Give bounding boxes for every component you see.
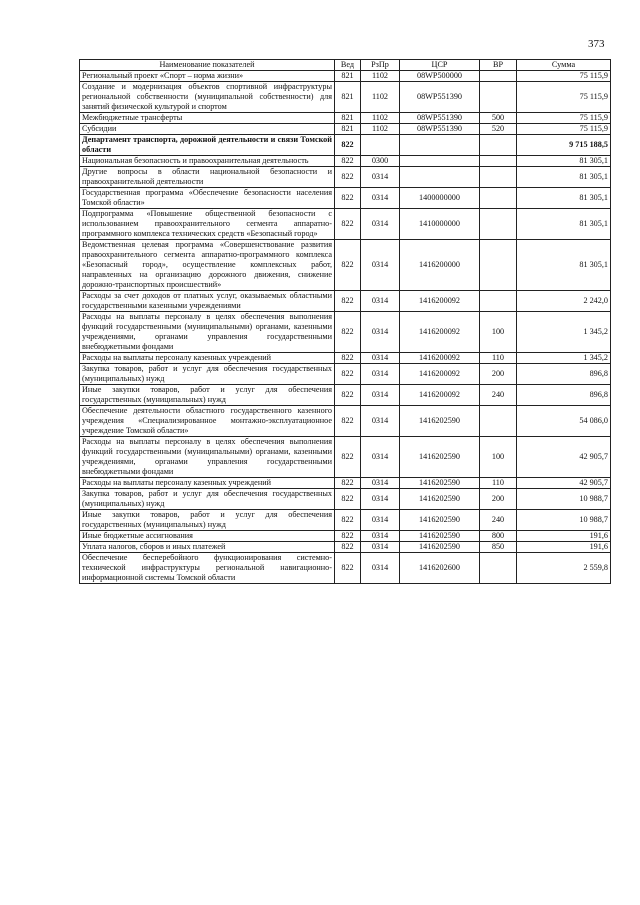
cell-rzpr: 0314 — [361, 489, 400, 510]
cell-ved: 822 — [335, 531, 361, 542]
cell-vr: 500 — [480, 113, 517, 124]
cell-vr — [480, 406, 517, 437]
cell-name: Расходы на выплаты персоналу казенных учреждений — [80, 478, 335, 489]
cell-csr — [400, 135, 480, 156]
cell-name: Расходы на выплаты персоналу казенных учреждений — [80, 353, 335, 364]
cell-rzpr: 0300 — [361, 156, 400, 167]
cell-sum: 10 988,7 — [517, 510, 611, 531]
cell-sum: 81 305,1 — [517, 167, 611, 188]
cell-ved: 822 — [335, 156, 361, 167]
cell-rzpr — [361, 135, 400, 156]
cell-ved: 822 — [335, 478, 361, 489]
table-row — [80, 124, 611, 135]
header-ved: Вед — [335, 60, 361, 71]
cell-name: Обеспечение деятельности областного государственного казенного учреждения «Специализированное монтажно-эксплуатационное учреждение Томской области» — [80, 406, 335, 437]
cell-rzpr: 0314 — [361, 510, 400, 531]
cell-vr: 200 — [480, 364, 517, 385]
cell-csr: 1416202590 — [400, 489, 480, 510]
header-name: Наименование показателей — [80, 60, 335, 71]
cell-name: Уплата налогов, сборов и иных платежей — [80, 542, 335, 553]
cell-csr: 08WP551390 — [400, 124, 480, 135]
cell-vr — [480, 209, 517, 240]
cell-ved: 822 — [335, 437, 361, 478]
cell-vr — [480, 291, 517, 312]
cell-csr — [400, 156, 480, 167]
cell-name: Обеспечение бесперебойного функционирования системно-технической инфраструктуры региональной навигационно-информационной системы Томской области — [80, 553, 335, 584]
table-row — [80, 510, 611, 531]
cell-ved: 822 — [335, 209, 361, 240]
cell-rzpr: 0314 — [361, 437, 400, 478]
cell-rzpr: 0314 — [361, 353, 400, 364]
cell-name: Ведомственная целевая программа «Совершенствование развития правоохранительного сегмента аппаратно-программного комплекса «Безопасный город», осуществление комплексных работ, направленных на организацию дорожного движения, снижение дорожно-транспортных происшествий» — [80, 240, 335, 291]
cell-ved: 821 — [335, 113, 361, 124]
table-row — [80, 385, 611, 406]
table-row — [80, 188, 611, 209]
cell-rzpr: 0314 — [361, 167, 400, 188]
cell-csr: 08WP551390 — [400, 82, 480, 113]
cell-vr: 100 — [480, 437, 517, 478]
cell-rzpr: 0314 — [361, 531, 400, 542]
cell-csr: 1416202590 — [400, 478, 480, 489]
table-row — [80, 167, 611, 188]
table-row — [80, 291, 611, 312]
cell-sum: 75 115,9 — [517, 124, 611, 135]
cell-vr: 850 — [480, 542, 517, 553]
cell-name: Иные закупки товаров, работ и услуг для обеспечения государственных (муниципальных) нужд — [80, 510, 335, 531]
cell-sum: 42 905,7 — [517, 478, 611, 489]
cell-name: Создание и модернизация объектов спортивной инфраструктуры региональной собственности (муниципальной собственности) для занятий физической культурой и спортом — [80, 82, 335, 113]
table-row — [80, 209, 611, 240]
cell-sum: 896,8 — [517, 364, 611, 385]
table-body — [80, 71, 611, 584]
table-row — [80, 156, 611, 167]
cell-ved: 822 — [335, 312, 361, 353]
budget-table — [79, 59, 611, 584]
table-row — [80, 478, 611, 489]
cell-csr: 1416200092 — [400, 291, 480, 312]
table-row — [80, 113, 611, 124]
header-vr: ВР — [480, 60, 517, 71]
cell-name: Расходы на выплаты персоналу в целях обеспечения выполнения функций государственными (муниципальными) органами, казенными учреждениями, органами управления государственными внебюджетными фондами — [80, 437, 335, 478]
cell-ved: 822 — [335, 188, 361, 209]
cell-rzpr: 0314 — [361, 406, 400, 437]
cell-sum: 75 115,9 — [517, 82, 611, 113]
cell-ved: 822 — [335, 510, 361, 531]
cell-ved: 822 — [335, 240, 361, 291]
cell-sum: 2 559,8 — [517, 553, 611, 584]
cell-sum: 1 345,2 — [517, 312, 611, 353]
table-row — [80, 135, 611, 156]
cell-csr: 1416200092 — [400, 312, 480, 353]
cell-vr — [480, 188, 517, 209]
cell-vr — [480, 71, 517, 82]
cell-name: Субсидии — [80, 124, 335, 135]
cell-rzpr: 0314 — [361, 385, 400, 406]
cell-vr — [480, 240, 517, 291]
cell-vr — [480, 553, 517, 584]
cell-name: Департамент транспорта, дорожной деятельности и связи Томской области — [80, 135, 335, 156]
cell-vr: 110 — [480, 353, 517, 364]
table-row — [80, 82, 611, 113]
cell-rzpr: 0314 — [361, 209, 400, 240]
cell-rzpr: 1102 — [361, 82, 400, 113]
cell-rzpr: 0314 — [361, 364, 400, 385]
cell-rzpr: 0314 — [361, 291, 400, 312]
cell-csr: 1400000000 — [400, 188, 480, 209]
cell-vr: 110 — [480, 478, 517, 489]
header-csr: ЦСР — [400, 60, 480, 71]
cell-csr — [400, 167, 480, 188]
cell-name: Иные закупки товаров, работ и услуг для обеспечения государственных (муниципальных) нужд — [80, 385, 335, 406]
cell-vr: 800 — [480, 531, 517, 542]
cell-name: Расходы на выплаты персоналу в целях обеспечения выполнения функций государственными (муниципальными) органами, казенными учреждениями, органами управления государственными внебюджетными фондами — [80, 312, 335, 353]
cell-csr: 1416202590 — [400, 406, 480, 437]
cell-vr: 200 — [480, 489, 517, 510]
cell-ved: 821 — [335, 71, 361, 82]
cell-sum: 1 345,2 — [517, 353, 611, 364]
cell-rzpr: 0314 — [361, 312, 400, 353]
cell-sum: 2 242,0 — [517, 291, 611, 312]
table-header-row — [80, 60, 611, 71]
cell-sum: 81 305,1 — [517, 156, 611, 167]
cell-csr: 08WP551390 — [400, 113, 480, 124]
table-row — [80, 353, 611, 364]
cell-vr: 240 — [480, 385, 517, 406]
cell-csr: 1416202590 — [400, 510, 480, 531]
cell-rzpr: 0314 — [361, 478, 400, 489]
cell-vr: 100 — [480, 312, 517, 353]
cell-name: Другие вопросы в области национальной безопасности и правоохранительной деятельности — [80, 167, 335, 188]
cell-rzpr: 1102 — [361, 124, 400, 135]
cell-sum: 10 988,7 — [517, 489, 611, 510]
cell-ved: 822 — [335, 542, 361, 553]
cell-name: Региональный проект «Спорт – норма жизни» — [80, 71, 335, 82]
cell-ved: 822 — [335, 406, 361, 437]
cell-rzpr: 0314 — [361, 553, 400, 584]
cell-csr: 1416200092 — [400, 353, 480, 364]
cell-rzpr: 0314 — [361, 188, 400, 209]
table-row — [80, 531, 611, 542]
cell-sum: 75 115,9 — [517, 113, 611, 124]
cell-name: Подпрограмма «Повышение общественной безопасности с использованием правоохранительного сегмента аппаратно-программного комплекса технических средств «Безопасный город» — [80, 209, 335, 240]
table-row — [80, 71, 611, 82]
cell-csr: 1416202590 — [400, 437, 480, 478]
cell-csr: 1416200092 — [400, 364, 480, 385]
cell-ved: 822 — [335, 135, 361, 156]
table-row — [80, 489, 611, 510]
cell-name: Иные бюджетные ассигнования — [80, 531, 335, 542]
table-row — [80, 406, 611, 437]
cell-ved: 822 — [335, 385, 361, 406]
cell-rzpr: 0314 — [361, 542, 400, 553]
cell-sum: 81 305,1 — [517, 188, 611, 209]
cell-sum: 896,8 — [517, 385, 611, 406]
cell-csr: 08WP500000 — [400, 71, 480, 82]
cell-rzpr: 0314 — [361, 240, 400, 291]
cell-name: Межбюджетные трансферты — [80, 113, 335, 124]
cell-vr — [480, 167, 517, 188]
cell-name: Государственная программа «Обеспечение безопасности населения Томской области» — [80, 188, 335, 209]
cell-vr — [480, 82, 517, 113]
table-row — [80, 364, 611, 385]
cell-sum: 81 305,1 — [517, 209, 611, 240]
cell-sum: 42 905,7 — [517, 437, 611, 478]
cell-sum: 81 305,1 — [517, 240, 611, 291]
cell-vr — [480, 135, 517, 156]
cell-csr: 1416200000 — [400, 240, 480, 291]
cell-name: Национальная безопасность и правоохранительная деятельность — [80, 156, 335, 167]
cell-vr: 240 — [480, 510, 517, 531]
table-row — [80, 542, 611, 553]
cell-ved: 822 — [335, 167, 361, 188]
table-row — [80, 553, 611, 584]
cell-csr: 1416202590 — [400, 542, 480, 553]
cell-vr: 520 — [480, 124, 517, 135]
cell-sum: 9 715 188,5 — [517, 135, 611, 156]
cell-ved: 821 — [335, 82, 361, 113]
cell-ved: 822 — [335, 489, 361, 510]
cell-sum: 75 115,9 — [517, 71, 611, 82]
cell-name: Закупка товаров, работ и услуг для обеспечения государственных (муниципальных) нужд — [80, 489, 335, 510]
cell-csr: 1416200092 — [400, 385, 480, 406]
cell-ved: 822 — [335, 364, 361, 385]
header-sum: Сумма — [517, 60, 611, 71]
cell-ved: 822 — [335, 553, 361, 584]
table-row — [80, 240, 611, 291]
table-row — [80, 312, 611, 353]
header-rzpr: РзПр — [361, 60, 400, 71]
cell-vr — [480, 156, 517, 167]
cell-csr: 1416202590 — [400, 531, 480, 542]
cell-ved: 821 — [335, 124, 361, 135]
cell-sum: 191,6 — [517, 542, 611, 553]
cell-ved: 822 — [335, 291, 361, 312]
cell-csr: 1416202600 — [400, 553, 480, 584]
page-number: 373 — [588, 38, 605, 50]
cell-rzpr: 1102 — [361, 113, 400, 124]
cell-sum: 54 086,0 — [517, 406, 611, 437]
cell-csr: 1410000000 — [400, 209, 480, 240]
table-row — [80, 437, 611, 478]
cell-name: Расходы за счет доходов от платных услуг, оказываемых областными государственными казенными учреждениями — [80, 291, 335, 312]
cell-ved: 822 — [335, 353, 361, 364]
cell-rzpr: 1102 — [361, 71, 400, 82]
cell-sum: 191,6 — [517, 531, 611, 542]
cell-name: Закупка товаров, работ и услуг для обеспечения государственных (муниципальных) нужд — [80, 364, 335, 385]
